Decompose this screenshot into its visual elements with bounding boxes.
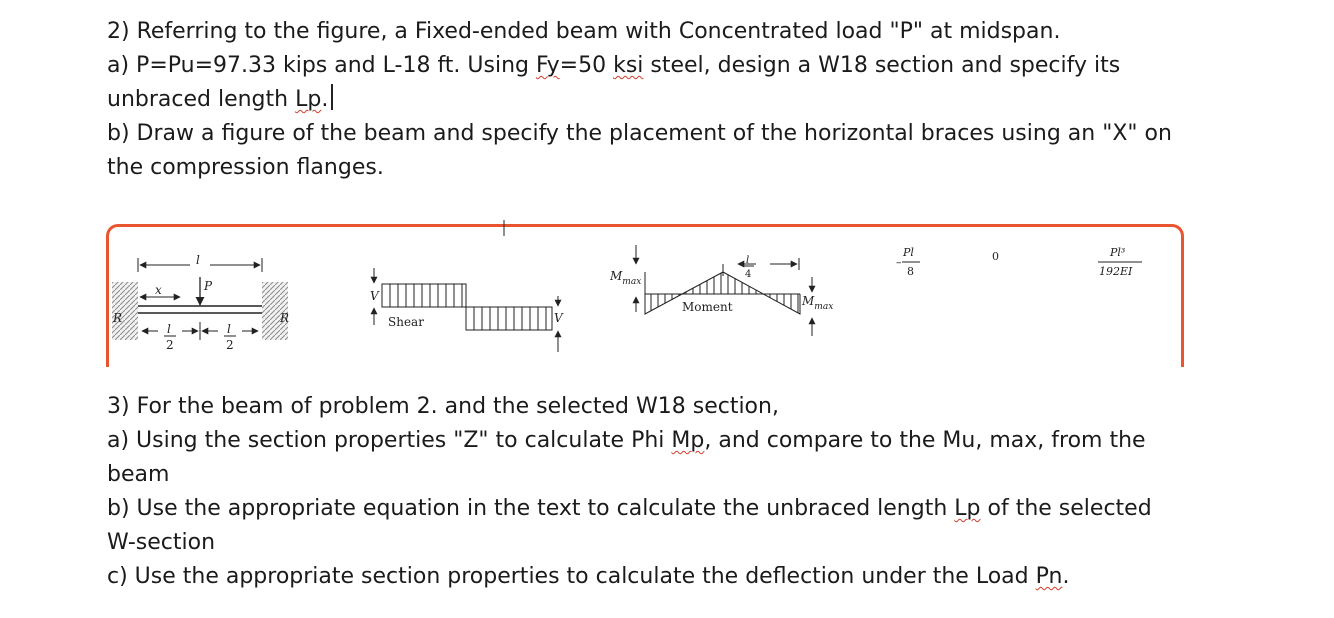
problem-2-line-5: the compression flanges. <box>107 155 384 180</box>
defl-den: 192EI <box>1099 265 1133 278</box>
problem-3-line-6 <box>107 560 1307 594</box>
text-run: steel, design a W18 section and specify its <box>643 53 1121 78</box>
moment-sign: – <box>896 256 902 269</box>
mmax-m: M <box>610 269 623 283</box>
text-run: c) Use the appropriate section properties to calculate the deflection under the Load <box>107 564 1036 589</box>
text-run: b) Use the appropriate equation in the text to calculate the unbraced length <box>107 496 955 521</box>
label-l: l <box>196 253 200 267</box>
text-run: a) Using the section properties "Z" to calculate Phi <box>107 428 672 453</box>
text-run: . <box>321 87 329 112</box>
label-p: P <box>204 279 213 293</box>
quarter-den: 4 <box>745 269 752 280</box>
spellcheck-word-ksi[interactable]: ksi <box>613 53 644 78</box>
text-run: a) P=Pu=97.33 kips and L-18 ft. Using <box>107 53 536 78</box>
shear-positive-block <box>382 284 466 307</box>
spellcheck-word-fy[interactable]: Fy <box>536 53 560 78</box>
spellcheck-word-mp[interactable]: Mp <box>671 428 705 453</box>
problem-3-text <box>107 390 1307 594</box>
defl-num: Pl³ <box>1110 246 1126 259</box>
mmax-sub: max <box>814 302 834 312</box>
mmax-right-label <box>801 294 833 312</box>
half-num: l <box>167 322 171 336</box>
problem-2-line-1: 2) Referring to the figure, a Fixed-ended beam with Concentrated load "P" at midspan. <box>107 19 1061 44</box>
half-den: 2 <box>166 338 174 352</box>
zero-value: 0 <box>992 250 999 263</box>
label-r-left: R <box>113 311 123 325</box>
moment-label: Moment <box>682 300 733 314</box>
text-run: of the selected <box>980 496 1152 521</box>
spellcheck-word-pn[interactable]: Pn <box>1035 564 1063 589</box>
moment-diagram <box>636 245 812 336</box>
spellcheck-word-lp[interactable]: Lp <box>295 87 322 112</box>
formula-row <box>896 246 1142 278</box>
shear-v-label: V <box>370 289 379 303</box>
mmax-left-label <box>609 269 641 287</box>
shear-negative-block <box>466 307 552 330</box>
quarter-num: l <box>746 255 750 266</box>
label-x: x <box>155 283 162 297</box>
text-run: . <box>1062 564 1070 589</box>
problem-3-line-3: beam <box>107 462 170 487</box>
problem-3-line-2 <box>107 424 1307 458</box>
label-r-right: R <box>280 311 290 325</box>
text-run: =50 <box>559 53 614 78</box>
shear-v-label-right: V <box>554 311 563 325</box>
half-num: l <box>227 322 231 336</box>
text-run: , and compare to the Mu, max, from the <box>704 428 1146 453</box>
text-run: unbraced length <box>107 87 296 112</box>
mmax-m: M <box>802 294 815 308</box>
shear-label: Shear <box>388 315 424 329</box>
problem-3-line-4 <box>107 492 1307 526</box>
problem-3-line-5: W-section <box>107 530 216 555</box>
shear-diagram <box>374 268 558 352</box>
moment-den: 8 <box>907 265 914 278</box>
problem-3-line-1: 3) For the beam of problem 2. and the selected W18 section, <box>107 394 779 419</box>
spellcheck-word-lp[interactable]: Lp <box>954 496 981 521</box>
mmax-sub: max <box>622 277 642 287</box>
moment-num: Pl <box>903 246 914 259</box>
half-den: 2 <box>226 338 234 352</box>
problem-2-line-4: b) Draw a figure of the beam and specify the placement of the horizontal braces using an "X" on <box>107 121 1172 146</box>
